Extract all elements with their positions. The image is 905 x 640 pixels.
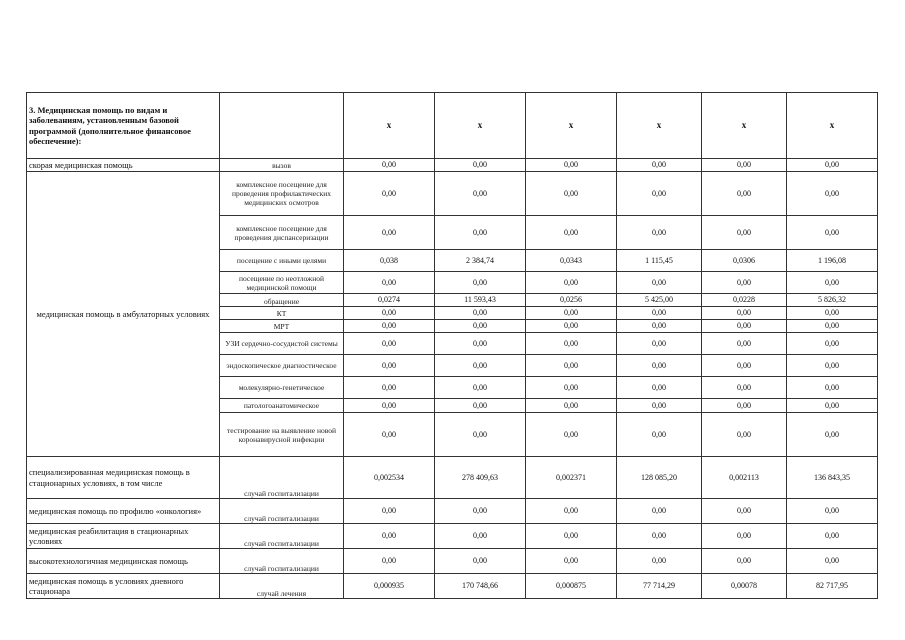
cell-value: 0,00 (787, 172, 878, 216)
cell-value: 0,00 (617, 549, 702, 574)
row-unit: патологоанатомическое (220, 399, 344, 413)
cell-value: 0,00 (344, 524, 435, 549)
cell-value: 0,00 (617, 216, 702, 250)
cell-value: 0,00 (435, 549, 526, 574)
cell-value: 0,00 (787, 413, 878, 457)
row-unit: комплексное посещение для проведения профилактических медицинских осмотров (220, 172, 344, 216)
cell-value: 170 748,66 (435, 574, 526, 599)
cell-value: 0,00 (344, 413, 435, 457)
row-unit: молекулярно-генетическое (220, 377, 344, 399)
cell-value: 0,00 (344, 333, 435, 355)
cell-value: 0,00 (702, 159, 787, 172)
cell-value: 0,00 (787, 159, 878, 172)
cell-value: 0,00 (435, 307, 526, 320)
cell-value: 0,00 (344, 172, 435, 216)
cell-value: 77 714,29 (617, 574, 702, 599)
cell-value: 0,00 (702, 549, 787, 574)
row-unit: комплексное посещение для проведения диспансеризации (220, 216, 344, 250)
cell-value: 0,00 (702, 307, 787, 320)
cell-value: 0,00078 (702, 574, 787, 599)
row-unit: случай госпитализации (220, 499, 344, 524)
cell-value: 0,00 (344, 320, 435, 333)
cell-value: 0,00 (435, 172, 526, 216)
cell-value: 5 826,32 (787, 294, 878, 307)
x-mark: х (435, 93, 526, 159)
cell-value: 0,038 (344, 250, 435, 272)
section-unit-empty (220, 93, 344, 159)
cell-value: 0,00 (617, 413, 702, 457)
cell-value: 0,00 (435, 399, 526, 413)
row-unit: случай госпитализации (220, 524, 344, 549)
cell-value: 0,00 (617, 524, 702, 549)
cell-value: 0,0256 (526, 294, 617, 307)
cell-value: 0,00 (435, 159, 526, 172)
cell-value: 0,00 (344, 272, 435, 294)
cell-value: 0,00 (435, 216, 526, 250)
row-unit: посещение с иными целями (220, 250, 344, 272)
cell-value: 0,00 (526, 549, 617, 574)
x-mark: х (787, 93, 878, 159)
cell-value: 0,00 (787, 499, 878, 524)
cell-value: 0,00 (617, 333, 702, 355)
section-header-row (27, 93, 878, 159)
row-unit: КТ (220, 307, 344, 320)
cell-value: 0,00 (435, 355, 526, 377)
cell-value: 0,00 (617, 399, 702, 413)
row-name: высокотехнологичная медицинская помощь (27, 549, 220, 574)
cell-value: 136 843,35 (787, 457, 878, 499)
cell-value: 0,00 (787, 216, 878, 250)
cell-value: 0,00 (617, 320, 702, 333)
cell-value: 0,00 (435, 333, 526, 355)
row-unit: УЗИ сердечно-сосудистой системы (220, 333, 344, 355)
tariff-table (26, 92, 878, 599)
row-unit: МРТ (220, 320, 344, 333)
row-unit: случай госпитализации (220, 549, 344, 574)
cell-value: 0,00 (344, 549, 435, 574)
cell-value: 0,00 (435, 524, 526, 549)
cell-value: 0,000935 (344, 574, 435, 599)
row-name: специализированная медицинская помощь в стационарных условиях, в том числе (27, 457, 220, 499)
cell-value: 0,00 (617, 159, 702, 172)
cell-value: 0,00 (435, 272, 526, 294)
cell-value: 0,00 (526, 413, 617, 457)
cell-value: 0,00 (787, 355, 878, 377)
cell-value: 0,00 (344, 355, 435, 377)
row-name: скорая медицинская помощь (27, 159, 220, 172)
row-unit: случай лечения (220, 574, 344, 599)
cell-value: 0,002534 (344, 457, 435, 499)
table-row (27, 159, 878, 172)
cell-value: 0,00 (435, 377, 526, 399)
cell-value: 0,00 (702, 499, 787, 524)
cell-value: 0,00 (617, 499, 702, 524)
cell-value: 0,00 (526, 320, 617, 333)
table-row (27, 524, 878, 549)
cell-value: 0,0274 (344, 294, 435, 307)
row-unit: эндоскопическое диагностическое (220, 355, 344, 377)
cell-value: 0,00 (702, 320, 787, 333)
cell-value: 82 717,95 (787, 574, 878, 599)
cell-value: 0,00 (526, 399, 617, 413)
cell-value: 0,00 (787, 320, 878, 333)
cell-value: 0,00 (702, 333, 787, 355)
table-row (27, 499, 878, 524)
cell-value: 0,00 (526, 333, 617, 355)
cell-value: 0,00 (702, 413, 787, 457)
cell-value: 0,002371 (526, 457, 617, 499)
table-row (27, 172, 878, 216)
cell-value: 0,00 (787, 272, 878, 294)
cell-value: 0,00 (344, 159, 435, 172)
cell-value: 1 196,08 (787, 250, 878, 272)
cell-value: 0,0228 (702, 294, 787, 307)
table-row (27, 574, 878, 599)
cell-value: 0,00 (526, 172, 617, 216)
x-mark: х (702, 93, 787, 159)
cell-value: 0,00 (344, 307, 435, 320)
cell-value: 0,00 (702, 272, 787, 294)
cell-value: 0,00 (344, 216, 435, 250)
cell-value: 128 085,20 (617, 457, 702, 499)
cell-value: 0,00 (526, 159, 617, 172)
cell-value: 0,00 (702, 524, 787, 549)
cell-value: 0,00 (702, 377, 787, 399)
cell-value: 0,00 (526, 377, 617, 399)
row-name-group: медицинская помощь в амбулаторных условиях (27, 172, 220, 457)
cell-value: 11 593,43 (435, 294, 526, 307)
row-unit: обращение (220, 294, 344, 307)
cell-value: 0,00 (617, 272, 702, 294)
cell-value: 0,00 (344, 499, 435, 524)
cell-value: 0,00 (702, 399, 787, 413)
cell-value: 0,00 (344, 377, 435, 399)
cell-value: 5 425,00 (617, 294, 702, 307)
cell-value: 0,00 (617, 355, 702, 377)
cell-value: 0,00 (435, 499, 526, 524)
row-name: медицинская реабилитация в стационарных условиях (27, 524, 220, 549)
cell-value: 0,00 (526, 355, 617, 377)
cell-value: 0,000875 (526, 574, 617, 599)
x-mark: х (617, 93, 702, 159)
table-row (27, 457, 878, 499)
cell-value: 0,00 (526, 499, 617, 524)
cell-value: 0,00 (344, 399, 435, 413)
cell-value: 0,00 (787, 549, 878, 574)
cell-value: 0,00 (787, 399, 878, 413)
row-unit: посещение по неотложной медицинской помощи (220, 272, 344, 294)
cell-value: 0,00 (787, 307, 878, 320)
cell-value: 0,00 (617, 172, 702, 216)
row-unit: вызов (220, 159, 344, 172)
cell-value: 0,00 (526, 307, 617, 320)
cell-value: 0,00 (702, 172, 787, 216)
cell-value: 0,0306 (702, 250, 787, 272)
row-name: медицинская помощь по профилю «онкология» (27, 499, 220, 524)
cell-value: 0,00 (787, 333, 878, 355)
cell-value: 0,00 (702, 216, 787, 250)
cell-value: 0,00 (435, 413, 526, 457)
cell-value: 0,00 (435, 320, 526, 333)
cell-value: 0,00 (617, 307, 702, 320)
row-unit: тестирование на выявление новой коронавирусной инфекции (220, 413, 344, 457)
table-row (27, 549, 878, 574)
cell-value: 0,00 (526, 272, 617, 294)
row-unit: случай госпитализации (220, 457, 344, 499)
cell-value: 0,00 (617, 377, 702, 399)
x-mark: х (526, 93, 617, 159)
cell-value: 0,00 (787, 524, 878, 549)
row-name: медицинская помощь в условиях дневного стационара (27, 574, 220, 599)
cell-value: 0,00 (526, 216, 617, 250)
cell-value: 0,0343 (526, 250, 617, 272)
section-title: 3. Медицинская помощь по видам и заболеваниям, установленным базовой программой (дополнительное финансовое обеспечение): (27, 93, 220, 159)
cell-value: 0,00 (787, 377, 878, 399)
cell-value: 0,00 (526, 524, 617, 549)
cell-value: 278 409,63 (435, 457, 526, 499)
cell-value: 2 384,74 (435, 250, 526, 272)
cell-value: 1 115,45 (617, 250, 702, 272)
cell-value: 0,002113 (702, 457, 787, 499)
x-mark: х (344, 93, 435, 159)
cell-value: 0,00 (702, 355, 787, 377)
